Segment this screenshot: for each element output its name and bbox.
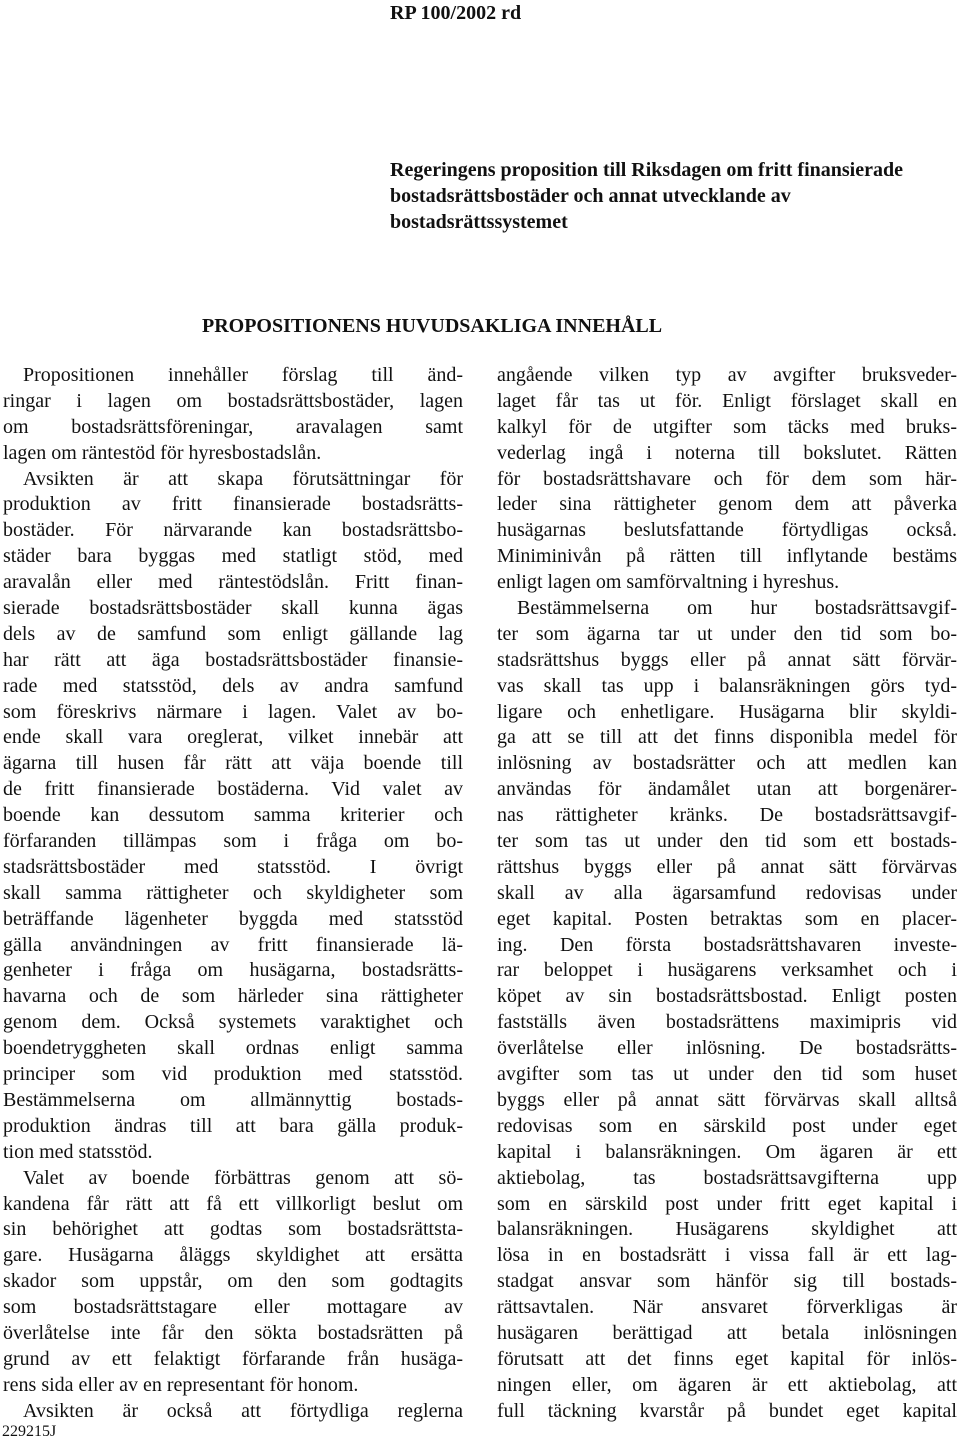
section-heading: PROPOSITIONENS HUVUDSAKLIGA INNEHÅLL: [202, 315, 663, 337]
text-line: överlåtelse inte får den sökta bostadsrätten på: [3, 1321, 463, 1344]
text-line: aravalån eller med räntestödslån. Fritt finan-: [3, 571, 463, 594]
text-line: förfaranden tillämpas som i fråga om bo-: [3, 830, 463, 853]
text-line: kapital i balansräkningen. Om ägaren är ett: [497, 1140, 957, 1163]
text-line: Propositionen innehåller förslag till änd-: [23, 364, 463, 386]
text-line: bostäder. För närvarande kan bostadsrättsbo-: [3, 519, 463, 542]
right-text-column: [497, 363, 957, 1425]
text-line: Avsikten är också att förtydliga reglerna: [23, 1399, 463, 1422]
text-line: ningen eller, om ägaren är ett aktiebolag, att: [497, 1373, 957, 1396]
footer-code: 229215J: [2, 1423, 57, 1440]
text-line: rättshus byggs eller på annat sätt förvärvas: [497, 855, 957, 878]
text-line: ligare och enhetligare. Husägarna blir skyldi-: [497, 700, 957, 723]
text-line: aktiebolag, tas bostadsrättsavgifterna upp: [497, 1166, 957, 1189]
text-line: lösa in en bostadsrätt i vissa fall är ett lag-: [497, 1244, 957, 1267]
text-line: ing. Den första bostadsrättshavaren investe-: [497, 933, 957, 956]
text-line: gälla användningen av fritt finansierade lä-: [3, 933, 463, 956]
text-line: sin behörighet att godtas som bostadsrättsta-: [3, 1218, 463, 1241]
text-line: laget får tas ut för. Enligt förslaget skall en: [497, 389, 957, 412]
text-line: kandena får rätt att få ett villkorligt beslut om: [3, 1192, 463, 1215]
text-line: rar beloppet i husägarens verksamhet och i: [497, 959, 957, 982]
text-line: köpet av sin bostadsrättsbostad. Enligt posten: [497, 985, 957, 1008]
text-line: som bostadsrättstagare eller mottagare av: [3, 1296, 463, 1319]
text-line: skall samma rättigheter och skyldigheter som: [3, 881, 463, 904]
text-line: stadgat ansvar som hänför sig till bostads-: [497, 1270, 957, 1293]
text-line: städer bara byggas med statligt stöd, med: [3, 545, 463, 568]
text-line: de fritt finansierade bostäderna. Vid valet av: [3, 778, 463, 801]
text-line: full täckning kvarstår på bundet eget kapital: [497, 1399, 957, 1422]
text-line: genheter i fråga om husägarna, bostadsrätts-: [3, 959, 463, 982]
text-line: balansräkningen. Husägarens skyldighet att: [497, 1218, 957, 1241]
text-line: beträffande lägenheter byggda med statsstöd: [3, 907, 463, 930]
text-line: förutsatt att det finns eget kapital för inlös-: [497, 1347, 957, 1370]
text-line: skador som uppstår, om den som godtagits: [3, 1270, 463, 1293]
text-line: Valet av boende förbättras genom att sö-: [23, 1166, 463, 1189]
text-line: rade med statsstöd, dels av andra samfund: [3, 674, 463, 697]
text-line: sierade bostadsrättsbostäder skall kunna ägas: [3, 597, 463, 620]
text-line: produktion av fritt finansierade bostadsrätts-: [3, 493, 463, 516]
text-line: grund av ett felaktigt förfarande från husäga-: [3, 1347, 463, 1370]
text-line: avgifter som tas ut under den tid som huset: [497, 1063, 957, 1086]
text-line: angående vilken typ av avgifter bruksveder-: [497, 364, 957, 386]
text-line: husägaren berättigad att betala inlösningen: [497, 1321, 957, 1344]
document-reference: RP 100/2002 rd: [390, 2, 522, 24]
text-line: Miniminivån på rätten till inflytande bestäms: [497, 545, 957, 568]
text-line: användas för ändamålet utan att borgenärer-: [497, 778, 957, 801]
text-line: boende kan dessutom samma kriterier och: [3, 804, 463, 827]
text-line: redovisas som en särskild post under eget: [497, 1114, 957, 1137]
text-line: stadsrättshus byggs eller på annat sätt förvär-: [497, 648, 957, 671]
text-line: gare. Husägarna åläggs skyldighet att ersätta: [3, 1244, 463, 1267]
text-line: Avsikten är att skapa förutsättningar för: [23, 467, 463, 490]
text-line: stadsrättsbostäder med statsstöd. I övrigt: [3, 855, 463, 878]
text-line: byggs eller på annat sätt förvärvas skall alltså: [497, 1088, 957, 1111]
text-line: eget kapital. Posten betraktas som en placer-: [497, 907, 957, 930]
text-line: har rätt att äga bostadsrättsbostäder finansie-: [3, 648, 463, 671]
text-line: ringar i lagen om bostadsrättsbostäder, lagen: [3, 389, 463, 412]
text-line: genom dem. Också systemets varaktighet och: [3, 1011, 463, 1034]
text-line: som en särskild post under fritt eget kapital i: [497, 1192, 957, 1215]
text-line: havarna och de som härleder sina rättigheter: [3, 985, 463, 1008]
text-line: Bestämmelserna om hur bostadsrättsavgif-: [517, 597, 957, 620]
text-line: för bostadsrättshavare och för dem som här-: [497, 467, 957, 490]
text-line: överlåtelse eller inlösning. De bostadsrätts-: [497, 1037, 957, 1060]
text-line: produktion ändras till att bara gälla produk-: [3, 1114, 463, 1137]
text-line: skall av alla ägarsamfund redovisas under: [497, 881, 957, 904]
text-line: som föreskrivs närmare i lagen. Valet av bo-: [3, 700, 463, 723]
text-line: ter som tas ut under den tid som ett bostads-: [497, 830, 957, 853]
text-line: om bostadsrättsföreningar, aravalagen samt: [3, 415, 463, 438]
text-line: boendetryggheten skall ordnas enligt samma: [3, 1037, 463, 1060]
text-line: inlösning av bostadsrätter och att medlen kan: [497, 752, 957, 775]
document-title: Regeringens proposition till Riksdagen om fritt finansierade bostadsrättsbostäder och annat utvecklande av bostadsrättssystemet: [390, 159, 903, 233]
text-line: lagen om räntestöd för hyresbostadslån.: [3, 441, 322, 464]
text-line: principer som vid produktion med statsstöd.: [3, 1063, 463, 1086]
text-line: ägarna till husen får rätt att väja boende till: [3, 752, 463, 775]
text-line: tion med statsstöd.: [3, 1140, 153, 1163]
text-line: enligt lagen om samförvaltning i hyreshus.: [497, 571, 840, 594]
text-line: rens sida eller av en representant för honom.: [3, 1373, 359, 1396]
left-text-column: [3, 363, 463, 1425]
text-line: vederlag ingå i noterna till bokslutet. Rätten: [497, 441, 957, 464]
text-line: nas rättigheter kränks. De bostadsrättsavgif-: [497, 804, 957, 827]
text-line: ende skall vara oreglerat, vilket innebär att: [3, 726, 463, 749]
text-line: ter som ägarna tar ut under den tid som bo-: [497, 622, 957, 645]
text-line: leder sina rättigheter genom dem att påverka: [497, 493, 957, 516]
text-line: husägarnas beslutsfattande förtydligas också.: [497, 519, 957, 542]
text-line: kalkyl för de utgifter som täcks med bruks-: [497, 415, 957, 438]
text-line: Bestämmelserna om allmännyttig bostads-: [3, 1088, 463, 1111]
text-line: ga att se till att det finns disponibla medel för: [497, 726, 957, 749]
text-line: rättsavtalen. När ansvaret förverkligas är: [497, 1296, 957, 1319]
text-line: dels av de samfund som enligt gällande lag: [3, 622, 463, 645]
text-line: fastställs även bostadsrättens maximipris vid: [497, 1011, 957, 1034]
text-line: vas skall tas upp i balansräkningen görs tyd-: [497, 674, 957, 697]
